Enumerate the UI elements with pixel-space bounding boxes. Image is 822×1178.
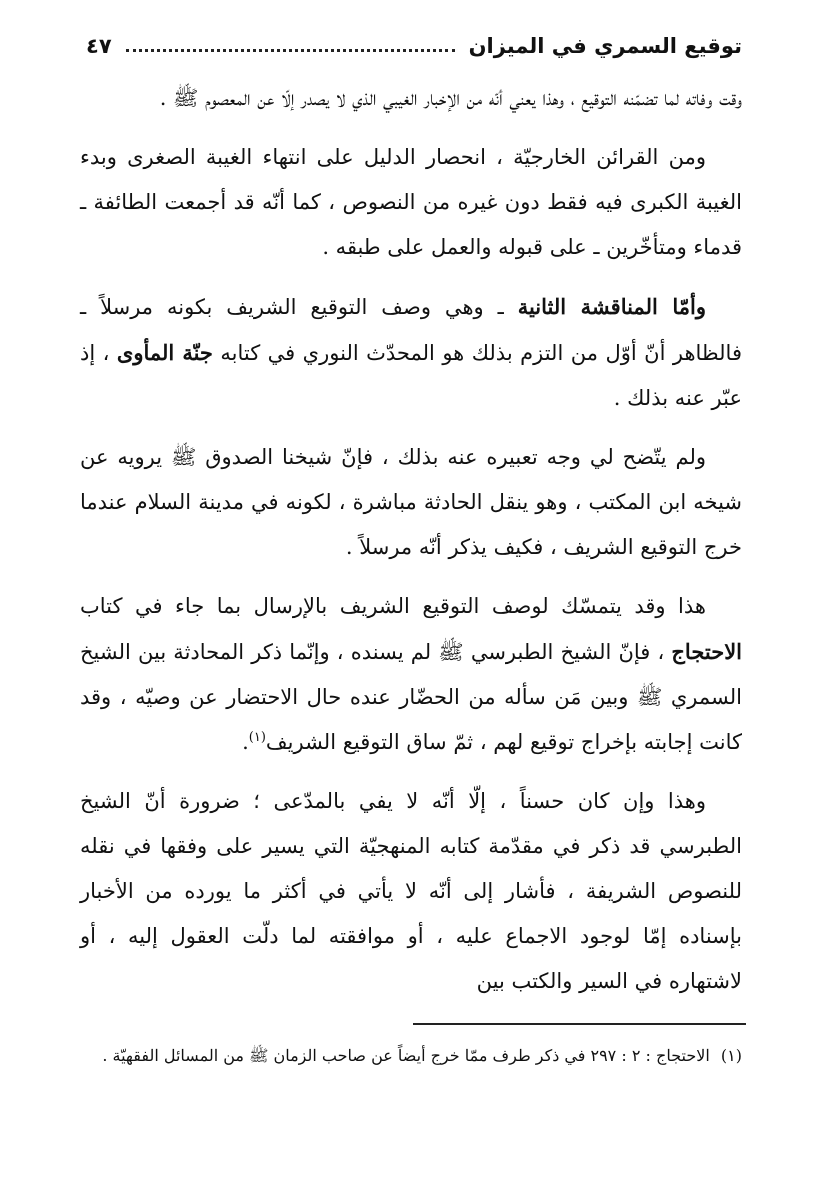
paragraph-4: ولم يتّضح لي وجه تعبيره عنه بذلك ، فإنّ شيخنا الصدوق ﷺ يرويه عن شيخه ابن المكتب ، وهو ينقل الحادثة مباشرة ، لكونه في مدينة السلام عندما خرج التوقيع الشريف ، فكيف يذكر أنّه مرسلاً . bbox=[80, 445, 742, 559]
paragraph-6: وهذا وإن كان حسناً ، إلّا أنّه لا يفي بالمدّعى ؛ ضرورة أنّ الشيخ الطبرسي قد ذكر في مقدّمة كتابه المنهجيّة التي يسير على وفقها في نقله للنصوص الشريفة ، فأشار إلى أنّه لا يأتي في أكثر ما يورده من الأخبار بإسناده إمّا لوجود الاجماع عليه ، أو موافقته لما دلّت العقول إليه ، أو لاشتهاره في السير والكتب بين bbox=[80, 789, 742, 993]
paragraph-5-text-b: ، فإنّ الشيخ الطبرسي ﷺ لم يسنده ، وإنّما ذكر المحادثة بين الشيخ السمري ﷺ وبين مَن سأله من الحضّار عنده حال الاحتضار عن وصيّه ، وقد كانت إجابته بإخراج توقيع لهم ، ثمّ ساق التوقيع الشريف bbox=[80, 640, 742, 754]
footnote-reference: (١) bbox=[248, 730, 266, 745]
footnote-number: (١) bbox=[720, 1046, 742, 1065]
paragraph-5-text-a: هذا وقد يتمسّك لوصف التوقيع الشريف بالإرسال بما جاء في كتاب bbox=[80, 594, 706, 618]
paragraph-1: وقت وفاته لما تضمّنه التوقيع ، وهذا يعني أنّه من الإخبار الغيبي الذي لا يصدر إلّا عن المعصوم ﷺ . bbox=[159, 86, 742, 110]
footnote-text: الاحتجاج : ٢ : ٢٩٧ في ذكر طرف ممّا خرج أيضاً عن صاحب الزمان ﷺ من المسائل الفقهيّة . bbox=[102, 1046, 710, 1065]
book-title-jannat-al-mawa: جنّة المأوى bbox=[116, 340, 213, 365]
book-title-ihtijaj: الاحتجاج bbox=[671, 639, 742, 664]
dotted-leader bbox=[126, 49, 455, 52]
footnote-separator bbox=[413, 1023, 746, 1025]
section-heading-inline: وأمّا المناقشة الثانية bbox=[517, 294, 706, 319]
page-body bbox=[80, 76, 742, 1018]
paragraph-5 bbox=[80, 584, 742, 765]
footnote bbox=[80, 1040, 742, 1072]
page-number: ٤٧ bbox=[86, 34, 112, 58]
paragraph-2: ومن القرائن الخارجيّة ، انحصار الدليل على انتهاء الغيبة الصغرى وبدء الغيبة الكبرى فيه فقط دون غيره من النصوص ، كما أنّه قد أجمعت الطائفة ـ قدماء ومتأخّرين ـ على قبوله والعمل على طبقه . bbox=[80, 145, 742, 259]
paragraph-5-end: . bbox=[242, 730, 249, 754]
running-title: توقيع السمري في الميزان bbox=[468, 34, 742, 58]
running-header bbox=[86, 26, 742, 66]
paragraph-3-text-b: ، إذ عبّر عنه بذلك . bbox=[80, 341, 742, 410]
paragraph-3-text-a: ـ وهي وصف التوقيع الشريف بكونه مرسلاً ـ فالظاهر أنّ أوّل من التزم بذلك هو المحدّث النوري في كتابه bbox=[80, 295, 742, 365]
paragraph-3 bbox=[80, 284, 742, 421]
